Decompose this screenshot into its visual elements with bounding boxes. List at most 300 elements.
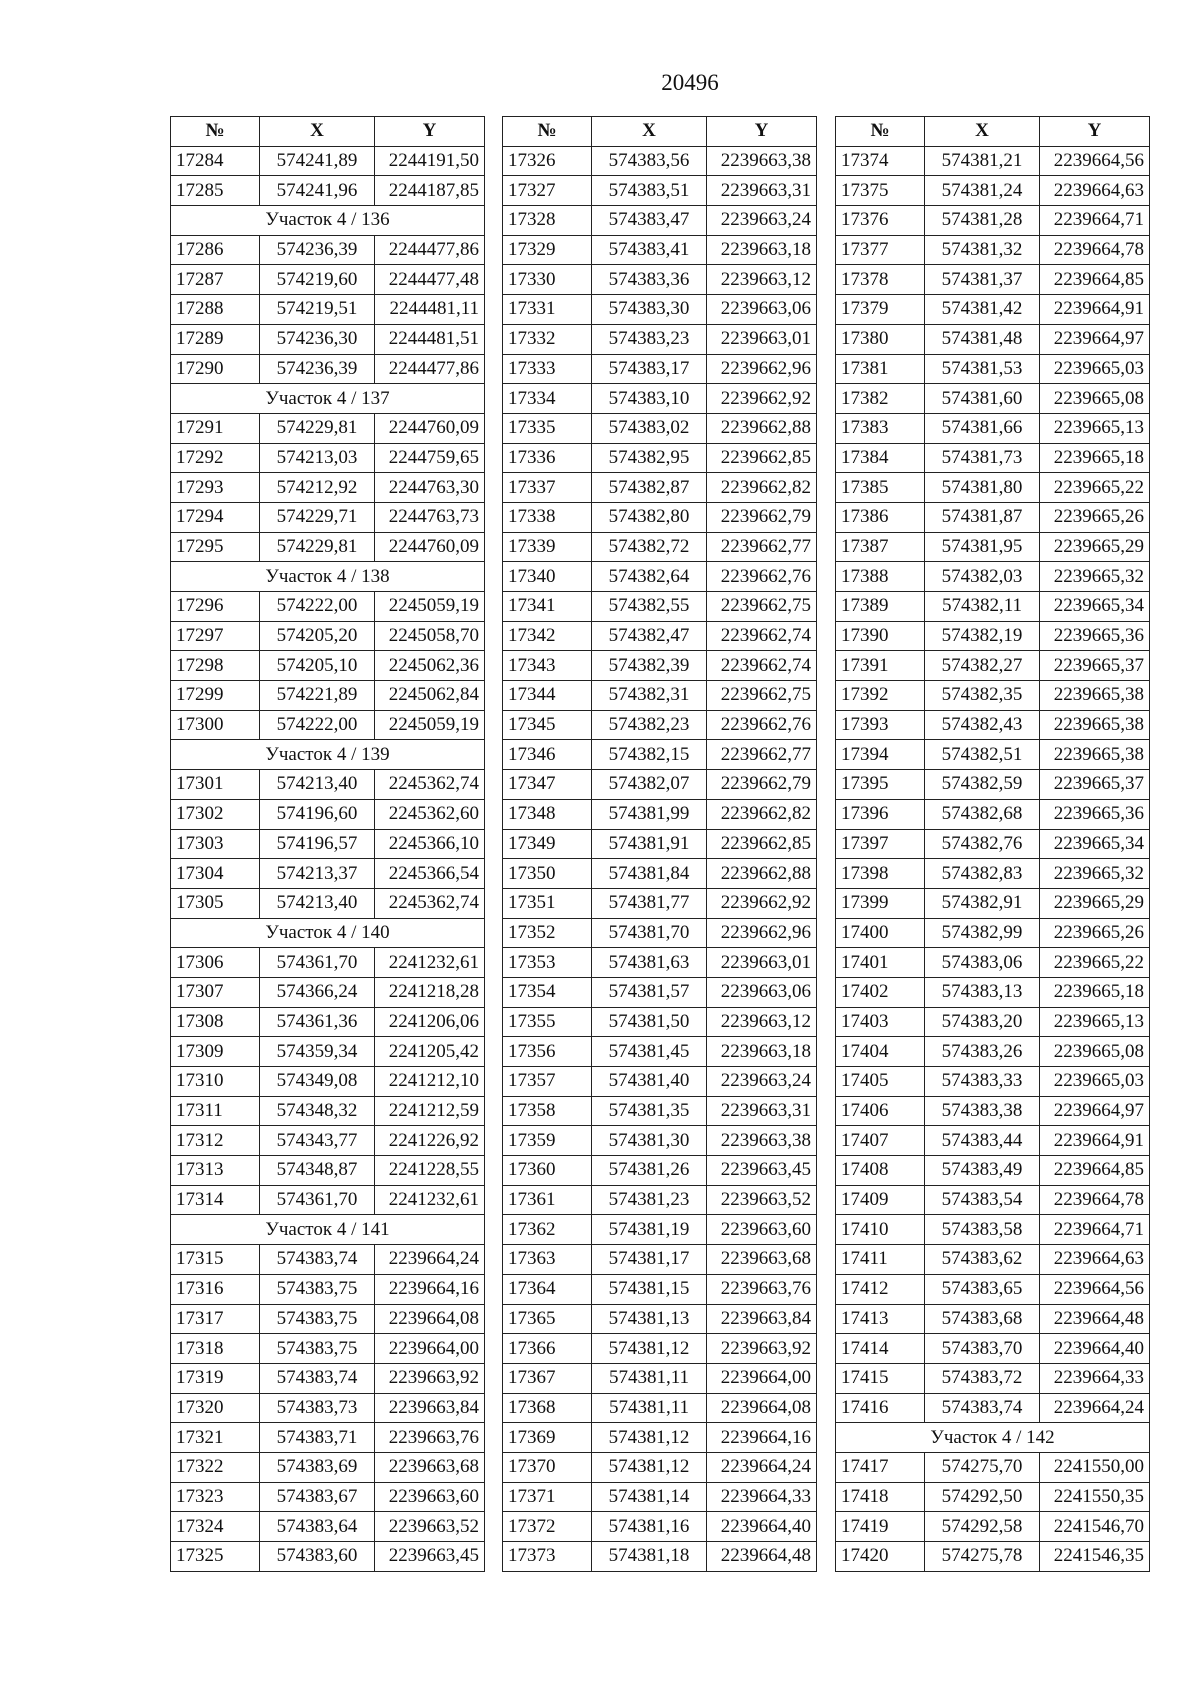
y-coordinate-cell: 2244187,85 [375, 176, 485, 206]
y-coordinate-cell: 2244759,65 [375, 443, 485, 473]
x-coordinate-cell: 574383,68 [925, 1304, 1040, 1334]
point-number-cell: 17386 [836, 502, 925, 532]
table-row [171, 651, 485, 681]
point-number-cell: 17363 [503, 1245, 592, 1275]
x-coordinate-cell: 574382,07 [592, 770, 707, 800]
x-coordinate-cell: 574292,58 [925, 1512, 1040, 1542]
point-number-cell: 17404 [836, 1037, 925, 1067]
point-number-cell: 17288 [171, 295, 260, 325]
y-coordinate-cell: 2239664,33 [707, 1482, 817, 1512]
x-coordinate-cell: 574236,39 [260, 235, 375, 265]
table-row [503, 1304, 817, 1334]
x-coordinate-cell: 574236,30 [260, 324, 375, 354]
table-row [836, 354, 1150, 384]
section-label: Участок 4 / 138 [171, 562, 485, 592]
point-number-cell: 17398 [836, 859, 925, 889]
x-coordinate-cell: 574382,19 [925, 621, 1040, 651]
x-coordinate-cell: 574381,60 [925, 384, 1040, 414]
x-coordinate-cell: 574381,18 [592, 1542, 707, 1572]
table-row [836, 176, 1150, 206]
x-coordinate-cell: 574213,03 [260, 443, 375, 473]
y-coordinate-cell: 2239665,32 [1040, 859, 1150, 889]
table-row [171, 1156, 485, 1186]
y-coordinate-cell: 2239664,71 [1040, 1215, 1150, 1245]
point-number-cell: 17352 [503, 918, 592, 948]
coordinates-table-1 [170, 116, 485, 1572]
table-row [503, 1215, 817, 1245]
x-coordinate-cell: 574221,89 [260, 681, 375, 711]
y-coordinate-cell: 2239663,31 [707, 1096, 817, 1126]
y-coordinate-cell: 2239662,85 [707, 829, 817, 859]
table-row [503, 1482, 817, 1512]
x-coordinate-cell: 574382,11 [925, 592, 1040, 622]
point-number-cell: 17289 [171, 324, 260, 354]
x-coordinate-cell: 574222,00 [260, 592, 375, 622]
table-row [171, 1245, 485, 1275]
x-coordinate-cell: 574383,23 [592, 324, 707, 354]
point-number-cell: 17403 [836, 1007, 925, 1037]
x-coordinate-cell: 574383,06 [925, 948, 1040, 978]
table-row [503, 146, 817, 176]
point-number-cell: 17351 [503, 888, 592, 918]
x-coordinate-cell: 574292,50 [925, 1482, 1040, 1512]
x-coordinate-cell: 574219,51 [260, 295, 375, 325]
point-number-cell: 17358 [503, 1096, 592, 1126]
point-number-cell: 17414 [836, 1334, 925, 1364]
y-coordinate-cell: 2239664,71 [1040, 206, 1150, 236]
table-row [836, 770, 1150, 800]
y-coordinate-cell: 2239664,08 [375, 1304, 485, 1334]
y-coordinate-cell: 2244763,73 [375, 502, 485, 532]
x-coordinate-cell: 574381,11 [592, 1363, 707, 1393]
table-row [171, 888, 485, 918]
x-coordinate-cell: 574383,13 [925, 977, 1040, 1007]
x-coordinate-cell: 574383,17 [592, 354, 707, 384]
point-number-cell: 17304 [171, 859, 260, 889]
point-number-cell: 17379 [836, 295, 925, 325]
point-number-cell: 17395 [836, 770, 925, 800]
table-row [503, 829, 817, 859]
table-row [171, 146, 485, 176]
x-coordinate-cell: 574381,45 [592, 1037, 707, 1067]
x-coordinate-cell: 574382,76 [925, 829, 1040, 859]
point-number-cell: 17387 [836, 532, 925, 562]
x-coordinate-cell: 574381,12 [592, 1423, 707, 1453]
x-coordinate-cell: 574381,77 [592, 888, 707, 918]
table-row [171, 1393, 485, 1423]
y-coordinate-cell: 2244477,48 [375, 265, 485, 295]
point-number-cell: 17360 [503, 1156, 592, 1186]
x-coordinate-cell: 574383,62 [925, 1245, 1040, 1275]
x-coordinate-cell: 574381,50 [592, 1007, 707, 1037]
table-row [171, 324, 485, 354]
table-row [503, 1185, 817, 1215]
point-number-cell: 17313 [171, 1156, 260, 1186]
table-row [171, 176, 485, 206]
x-coordinate-cell: 574383,44 [925, 1126, 1040, 1156]
column-header-x: X [260, 117, 375, 147]
y-coordinate-cell: 2239665,36 [1040, 621, 1150, 651]
table-row [836, 1452, 1150, 1482]
point-number-cell: 17394 [836, 740, 925, 770]
point-number-cell: 17311 [171, 1096, 260, 1126]
table-row [836, 1007, 1150, 1037]
point-number-cell: 17306 [171, 948, 260, 978]
point-number-cell: 17375 [836, 176, 925, 206]
y-coordinate-cell: 2239664,00 [375, 1334, 485, 1364]
table-row [836, 1215, 1150, 1245]
table-row [503, 176, 817, 206]
table-row [171, 502, 485, 532]
section-label: Участок 4 / 139 [171, 740, 485, 770]
x-coordinate-cell: 574383,54 [925, 1185, 1040, 1215]
x-coordinate-cell: 574383,26 [925, 1037, 1040, 1067]
point-number-cell: 17402 [836, 977, 925, 1007]
table-row [503, 295, 817, 325]
x-coordinate-cell: 574383,60 [260, 1542, 375, 1572]
column-header-number: № [171, 117, 260, 147]
table-row [171, 1542, 485, 1572]
table-row [503, 324, 817, 354]
table-row [503, 235, 817, 265]
y-coordinate-cell: 2239665,34 [1040, 592, 1150, 622]
section-label: Участок 4 / 140 [171, 918, 485, 948]
section-row [171, 740, 485, 770]
point-number-cell: 17361 [503, 1185, 592, 1215]
y-coordinate-cell: 2245059,19 [375, 710, 485, 740]
point-number-cell: 17307 [171, 977, 260, 1007]
table-row [836, 1126, 1150, 1156]
y-coordinate-cell: 2244760,09 [375, 532, 485, 562]
x-coordinate-cell: 574236,39 [260, 354, 375, 384]
point-number-cell: 17319 [171, 1363, 260, 1393]
table-row [503, 354, 817, 384]
table-row [171, 1067, 485, 1097]
point-number-cell: 17326 [503, 146, 592, 176]
x-coordinate-cell: 574241,96 [260, 176, 375, 206]
table-row [836, 1512, 1150, 1542]
point-number-cell: 17377 [836, 235, 925, 265]
point-number-cell: 17367 [503, 1363, 592, 1393]
point-number-cell: 17362 [503, 1215, 592, 1245]
x-coordinate-cell: 574381,30 [592, 1126, 707, 1156]
x-coordinate-cell: 574381,57 [592, 977, 707, 1007]
point-number-cell: 17381 [836, 354, 925, 384]
column-header-x: X [592, 117, 707, 147]
point-number-cell: 17370 [503, 1452, 592, 1482]
point-number-cell: 17338 [503, 502, 592, 532]
y-coordinate-cell: 2239663,92 [707, 1334, 817, 1364]
table-row [503, 413, 817, 443]
table-row [836, 413, 1150, 443]
point-number-cell: 17303 [171, 829, 260, 859]
point-number-cell: 17317 [171, 1304, 260, 1334]
point-number-cell: 17384 [836, 443, 925, 473]
table-row [836, 473, 1150, 503]
point-number-cell: 17407 [836, 1126, 925, 1156]
table-row [836, 859, 1150, 889]
x-coordinate-cell: 574219,60 [260, 265, 375, 295]
x-coordinate-cell: 574343,77 [260, 1126, 375, 1156]
y-coordinate-cell: 2239665,29 [1040, 888, 1150, 918]
table-row [503, 1274, 817, 1304]
table-row [171, 1304, 485, 1334]
table-row [836, 799, 1150, 829]
y-coordinate-cell: 2239665,26 [1040, 918, 1150, 948]
point-number-cell: 17298 [171, 651, 260, 681]
x-coordinate-cell: 574382,99 [925, 918, 1040, 948]
table-row [503, 681, 817, 711]
y-coordinate-cell: 2241546,35 [1040, 1542, 1150, 1572]
table-row [836, 1245, 1150, 1275]
table-row [171, 859, 485, 889]
point-number-cell: 17301 [171, 770, 260, 800]
table-row [171, 799, 485, 829]
x-coordinate-cell: 574205,10 [260, 651, 375, 681]
x-coordinate-cell: 574213,37 [260, 859, 375, 889]
table-row [171, 1334, 485, 1364]
y-coordinate-cell: 2241550,00 [1040, 1452, 1150, 1482]
y-coordinate-cell: 2239662,76 [707, 710, 817, 740]
point-number-cell: 17357 [503, 1067, 592, 1097]
y-coordinate-cell: 2244477,86 [375, 235, 485, 265]
x-coordinate-cell: 574381,37 [925, 265, 1040, 295]
y-coordinate-cell: 2239663,06 [707, 977, 817, 1007]
point-number-cell: 17332 [503, 324, 592, 354]
point-number-cell: 17305 [171, 888, 260, 918]
y-coordinate-cell: 2239665,22 [1040, 948, 1150, 978]
point-number-cell: 17371 [503, 1482, 592, 1512]
x-coordinate-cell: 574381,28 [925, 206, 1040, 236]
point-number-cell: 17296 [171, 592, 260, 622]
y-coordinate-cell: 2245062,36 [375, 651, 485, 681]
table-row [171, 770, 485, 800]
x-coordinate-cell: 574383,33 [925, 1067, 1040, 1097]
y-coordinate-cell: 2239662,75 [707, 592, 817, 622]
point-number-cell: 17413 [836, 1304, 925, 1334]
table-row [503, 651, 817, 681]
table-row [836, 621, 1150, 651]
y-coordinate-cell: 2239665,03 [1040, 1067, 1150, 1097]
point-number-cell: 17343 [503, 651, 592, 681]
y-coordinate-cell: 2239662,82 [707, 799, 817, 829]
x-coordinate-cell: 574383,36 [592, 265, 707, 295]
table-row [503, 621, 817, 651]
y-coordinate-cell: 2239662,88 [707, 859, 817, 889]
point-number-cell: 17287 [171, 265, 260, 295]
y-coordinate-cell: 2239665,38 [1040, 681, 1150, 711]
table-row [171, 532, 485, 562]
table-row [171, 1274, 485, 1304]
table-row [503, 1126, 817, 1156]
y-coordinate-cell: 2239663,01 [707, 948, 817, 978]
point-number-cell: 17396 [836, 799, 925, 829]
table-row [836, 324, 1150, 354]
x-coordinate-cell: 574381,91 [592, 829, 707, 859]
point-number-cell: 17334 [503, 384, 592, 414]
x-coordinate-cell: 574382,43 [925, 710, 1040, 740]
point-number-cell: 17308 [171, 1007, 260, 1037]
x-coordinate-cell: 574381,17 [592, 1245, 707, 1275]
y-coordinate-cell: 2239665,03 [1040, 354, 1150, 384]
x-coordinate-cell: 574381,35 [592, 1096, 707, 1126]
y-coordinate-cell: 2239663,68 [375, 1452, 485, 1482]
y-coordinate-cell: 2239663,60 [707, 1215, 817, 1245]
point-number-cell: 17329 [503, 235, 592, 265]
x-coordinate-cell: 574361,70 [260, 948, 375, 978]
table-row [171, 443, 485, 473]
x-coordinate-cell: 574213,40 [260, 888, 375, 918]
table-row [503, 1452, 817, 1482]
point-number-cell: 17297 [171, 621, 260, 651]
y-coordinate-cell: 2239663,52 [375, 1512, 485, 1542]
y-coordinate-cell: 2239665,34 [1040, 829, 1150, 859]
y-coordinate-cell: 2239663,60 [375, 1482, 485, 1512]
x-coordinate-cell: 574382,72 [592, 532, 707, 562]
section-row [171, 918, 485, 948]
x-coordinate-cell: 574381,12 [592, 1452, 707, 1482]
point-number-cell: 17410 [836, 1215, 925, 1245]
x-coordinate-cell: 574383,51 [592, 176, 707, 206]
table-row [171, 235, 485, 265]
y-coordinate-cell: 2239664,85 [1040, 265, 1150, 295]
section-label: Участок 4 / 137 [171, 384, 485, 414]
x-coordinate-cell: 574229,81 [260, 413, 375, 443]
y-coordinate-cell: 2239664,40 [707, 1512, 817, 1542]
table-row [503, 888, 817, 918]
table-row [836, 1304, 1150, 1334]
table-row [171, 1423, 485, 1453]
column-header-y: Y [1040, 117, 1150, 147]
x-coordinate-cell: 574381,70 [592, 918, 707, 948]
y-coordinate-cell: 2241232,61 [375, 1185, 485, 1215]
y-coordinate-cell: 2239665,36 [1040, 799, 1150, 829]
point-number-cell: 17374 [836, 146, 925, 176]
y-coordinate-cell: 2241550,35 [1040, 1482, 1150, 1512]
point-number-cell: 17397 [836, 829, 925, 859]
x-coordinate-cell: 574205,20 [260, 621, 375, 651]
y-coordinate-cell: 2239664,33 [1040, 1363, 1150, 1393]
x-coordinate-cell: 574382,80 [592, 502, 707, 532]
point-number-cell: 17291 [171, 413, 260, 443]
x-coordinate-cell: 574383,67 [260, 1482, 375, 1512]
y-coordinate-cell: 2244481,51 [375, 324, 485, 354]
y-coordinate-cell: 2239662,75 [707, 681, 817, 711]
y-coordinate-cell: 2239662,77 [707, 740, 817, 770]
y-coordinate-cell: 2239665,38 [1040, 740, 1150, 770]
x-coordinate-cell: 574381,63 [592, 948, 707, 978]
point-number-cell: 17284 [171, 146, 260, 176]
y-coordinate-cell: 2241212,59 [375, 1096, 485, 1126]
y-coordinate-cell: 2244760,09 [375, 413, 485, 443]
section-label: Участок 4 / 136 [171, 206, 485, 236]
y-coordinate-cell: 2245362,60 [375, 799, 485, 829]
point-number-cell: 17355 [503, 1007, 592, 1037]
x-coordinate-cell: 574381,11 [592, 1393, 707, 1423]
table-row [503, 1037, 817, 1067]
table-row [503, 977, 817, 1007]
y-coordinate-cell: 2245059,19 [375, 592, 485, 622]
point-number-cell: 17383 [836, 413, 925, 443]
column-header-x: X [925, 117, 1040, 147]
point-number-cell: 17418 [836, 1482, 925, 1512]
point-number-cell: 17389 [836, 592, 925, 622]
x-coordinate-cell: 574382,87 [592, 473, 707, 503]
x-coordinate-cell: 574383,56 [592, 146, 707, 176]
table-row [836, 948, 1150, 978]
y-coordinate-cell: 2239664,16 [375, 1274, 485, 1304]
point-number-cell: 17347 [503, 770, 592, 800]
x-coordinate-cell: 574383,69 [260, 1452, 375, 1482]
table-row [171, 681, 485, 711]
point-number-cell: 17390 [836, 621, 925, 651]
x-coordinate-cell: 574382,03 [925, 562, 1040, 592]
table-row [503, 1363, 817, 1393]
x-coordinate-cell: 574359,34 [260, 1037, 375, 1067]
table-row [171, 1482, 485, 1512]
point-number-cell: 17320 [171, 1393, 260, 1423]
y-coordinate-cell: 2241212,10 [375, 1067, 485, 1097]
table-row [836, 235, 1150, 265]
point-number-cell: 17400 [836, 918, 925, 948]
table-row [836, 1363, 1150, 1393]
x-coordinate-cell: 574383,64 [260, 1512, 375, 1542]
x-coordinate-cell: 574361,36 [260, 1007, 375, 1037]
point-number-cell: 17376 [836, 206, 925, 236]
x-coordinate-cell: 574382,91 [925, 888, 1040, 918]
y-coordinate-cell: 2239663,01 [707, 324, 817, 354]
x-coordinate-cell: 574383,74 [260, 1245, 375, 1275]
point-number-cell: 17399 [836, 888, 925, 918]
x-coordinate-cell: 574381,80 [925, 473, 1040, 503]
y-coordinate-cell: 2239662,82 [707, 473, 817, 503]
y-coordinate-cell: 2239662,76 [707, 562, 817, 592]
x-coordinate-cell: 574381,53 [925, 354, 1040, 384]
y-coordinate-cell: 2239663,76 [707, 1274, 817, 1304]
y-coordinate-cell: 2239662,85 [707, 443, 817, 473]
table-row [503, 918, 817, 948]
y-coordinate-cell: 2239663,76 [375, 1423, 485, 1453]
y-coordinate-cell: 2239664,91 [1040, 1126, 1150, 1156]
y-coordinate-cell: 2239662,92 [707, 888, 817, 918]
table-row [836, 977, 1150, 1007]
x-coordinate-cell: 574382,68 [925, 799, 1040, 829]
table-row [503, 710, 817, 740]
point-number-cell: 17328 [503, 206, 592, 236]
y-coordinate-cell: 2239664,24 [707, 1452, 817, 1482]
point-number-cell: 17325 [171, 1542, 260, 1572]
table-row [171, 948, 485, 978]
table-row [836, 1542, 1150, 1572]
x-coordinate-cell: 574383,75 [260, 1274, 375, 1304]
section-row [171, 384, 485, 414]
x-coordinate-cell: 574383,38 [925, 1096, 1040, 1126]
y-coordinate-cell: 2239663,45 [375, 1542, 485, 1572]
x-coordinate-cell: 574275,70 [925, 1452, 1040, 1482]
point-number-cell: 17295 [171, 532, 260, 562]
table-row [836, 918, 1150, 948]
x-coordinate-cell: 574241,89 [260, 146, 375, 176]
table-row [503, 1423, 817, 1453]
x-coordinate-cell: 574381,21 [925, 146, 1040, 176]
table-row [836, 443, 1150, 473]
x-coordinate-cell: 574382,31 [592, 681, 707, 711]
x-coordinate-cell: 574383,10 [592, 384, 707, 414]
point-number-cell: 17290 [171, 354, 260, 384]
y-coordinate-cell: 2239663,18 [707, 1037, 817, 1067]
table-row [503, 948, 817, 978]
point-number-cell: 17285 [171, 176, 260, 206]
